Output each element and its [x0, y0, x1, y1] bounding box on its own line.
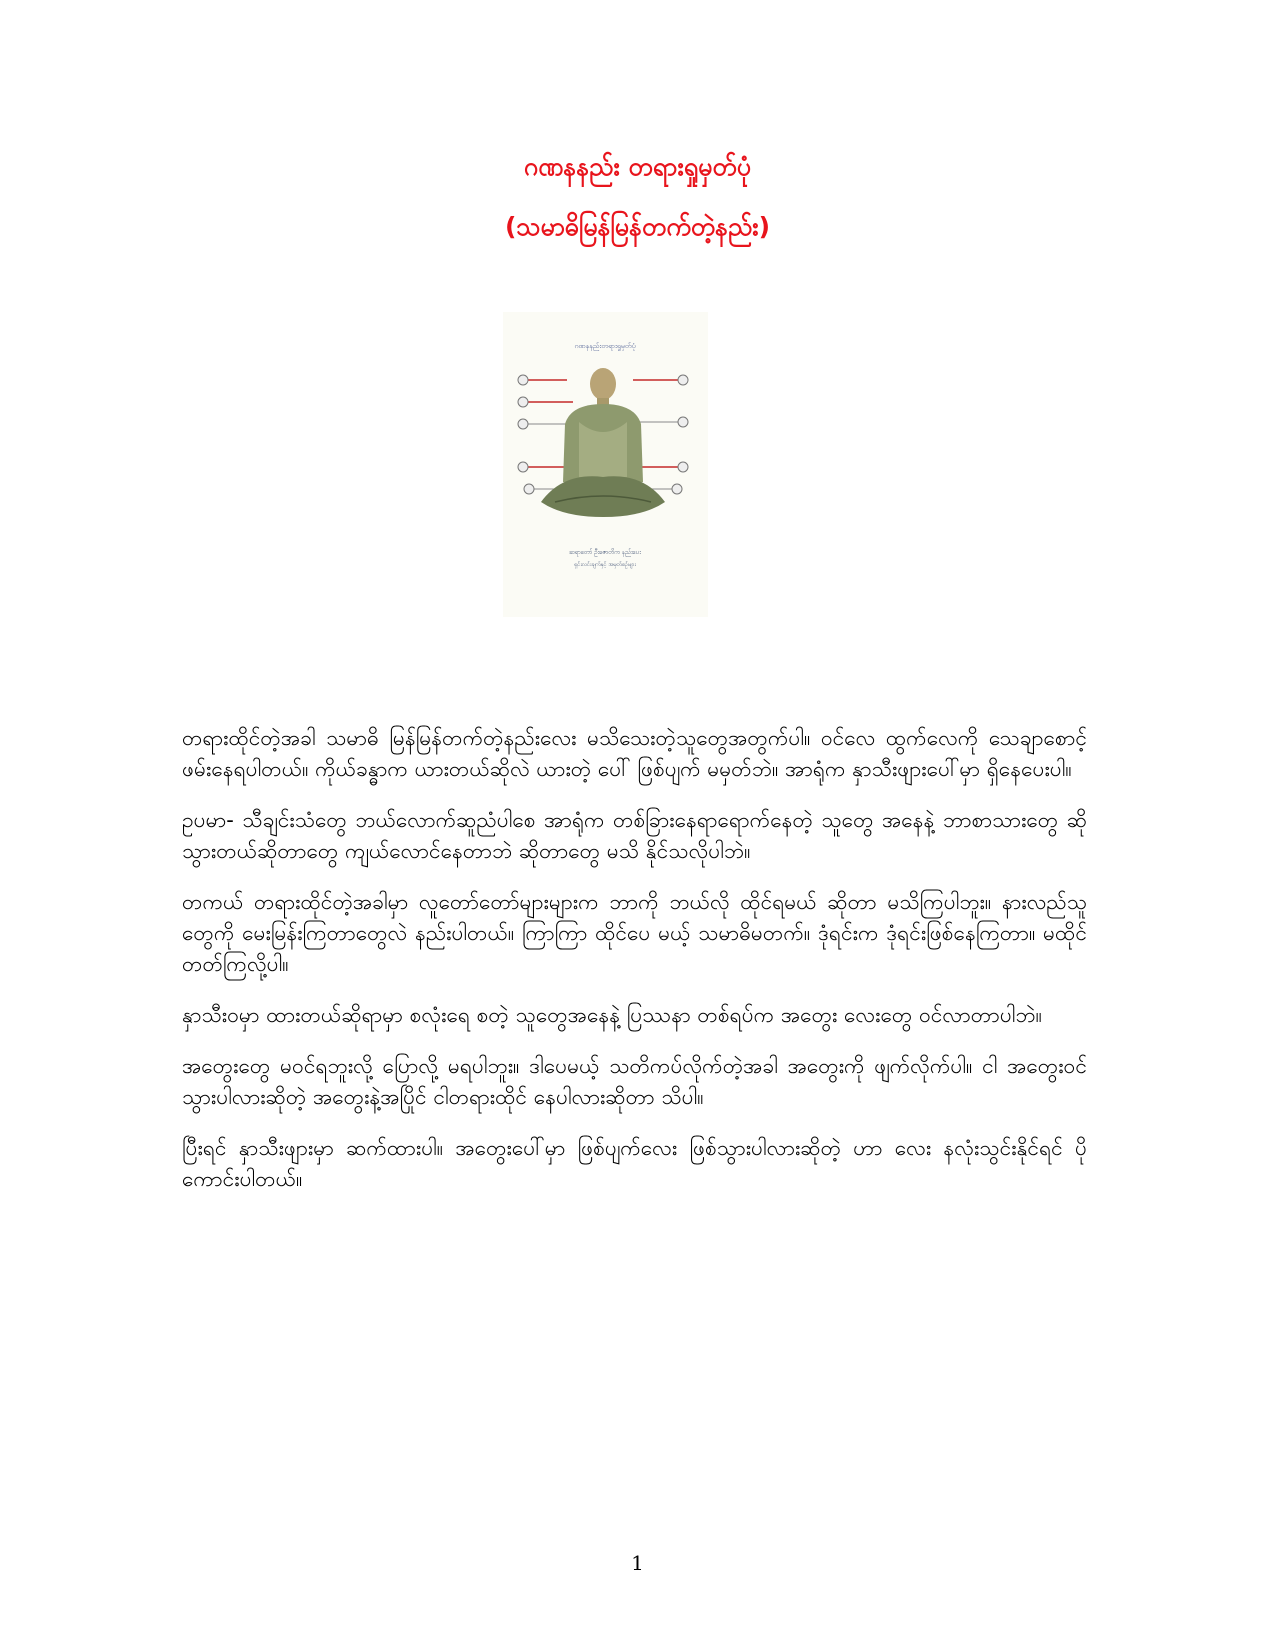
paragraph-5: အတွေးတွေ မဝင်ရဘူးလို့ ပြောလို့ မရပါဘူး။ ဒါပေမယ့် သတိကပ်လိုက်တဲ့အခါ အတွေးကို ဖျက်လိုက်ပါ။ ငါ အတွေးဝင်သွားပါလားဆိုတဲ့ အတွေးနဲ့အပြိုင် ငါတရားထိုင် နေပါလားဆိုတာ သိပါ။ — [182, 1054, 1087, 1109]
meditation-figure-illustration — [503, 312, 708, 617]
document-title: ဂဏနနည်း တရားရှုမှတ်ပုံ — [523, 152, 752, 181]
document-body — [182, 723, 1087, 1215]
cover-caption-line2: ရှင်းလင်းချက်နှင့် အမှတ်စဉ်များ — [574, 562, 636, 568]
paragraph-6: ပြီးရင် နှာသီးဖျားမှာ ဆက်ထားပါ။ အတွေးပေါ်မှာ ဖြစ်ပျက်လေး ဖြစ်သွားပါလားဆိုတဲ့ ဟာ လေး နလုံးသွင်းနိုင်ရင် ပိုကောင်းပါတယ်။ — [182, 1136, 1087, 1191]
paragraph-4: နှာသီးဝမှာ ထားတယ်ဆိုရာမှာ စလုံးရေ စတဲ့ သူတွေအနေနဲ့ ပြဿနာ တစ်ရပ်က အတွေး လေးတွေ ဝင်လာတာပါဘဲ။ — [182, 1003, 1043, 1027]
book-cover-image — [503, 312, 708, 617]
paragraph-1: တရားထိုင်တဲ့အခါ သမာဓိ မြန်မြန်တက်တဲ့နည်းလေး မသိသေးတဲ့သူတွေအတွက်ပါ။ ဝင်လေ ထွက်လေကို သေချာစောင့် ဖမ်းနေရပါတယ်။ ကိုယ်ခန္ဓာက ယားတယ်ဆိုလဲ ယားတဲ့ ပေါ် ဖြစ်ပျက် မမှတ်ဘဲ။ အာရုံက နှာသီးဖျားပေါ်မှာ ရှိနေပေးပါ။ — [182, 726, 1087, 781]
page-number: 1 — [631, 1551, 644, 1575]
cover-title-text: ဂဏနနည်းတရားရှုမှတ်ပုံ — [574, 342, 636, 350]
paragraph-3: တကယ် တရားထိုင်တဲ့အခါမှာ လူတော်တော်များများက ဘာကို ဘယ်လို ထိုင်ရမယ် ဆိုတာ မသိကြပါဘူး။ နားလည်သူတွေကို မေးမြန်းကြတာတွေလဲ နည်းပါတယ်။ ကြာကြာ ထိုင်ပေ မယ့် သမာဓိမတက်။ ဒုံရင်းက ဒုံရင်းဖြစ်နေကြတာ။ မထိုင်တတ်ကြလို့ပါ။ — [182, 890, 1087, 976]
paragraph-2: ဥပမာ- သီချင်းသံတွေ ဘယ်လောက်ဆူညံပါစေ အာရုံက တစ်ခြားနေရာရောက်နေတဲ့ သူတွေ အနေနဲ့ ဘာစာသားတွေ ဆိုသွားတယ်ဆိုတာတွေ ကျယ်လောင်နေတာဘဲ ဆိုတာတွေ မသိ နိုင်သလိုပါဘဲ။ — [182, 808, 1087, 863]
document-subtitle: (သမာဓိမြန်မြန်တက်တဲ့နည်း) — [504, 212, 771, 241]
cover-caption-line1: ဆရာတော် ဦးဇောတိက နည်းပေး — [569, 549, 641, 556]
